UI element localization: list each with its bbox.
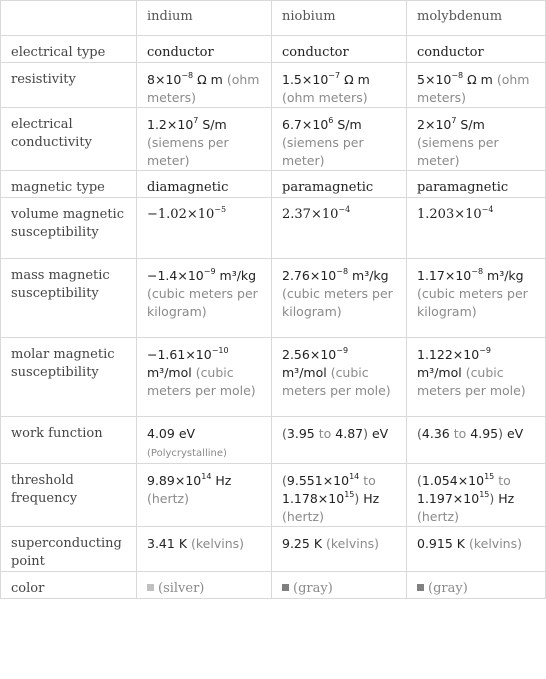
row-label: mass magnetic susceptibility: [1, 259, 137, 338]
row-label: electrical type: [1, 36, 137, 63]
cell-molybdenum: (gray): [407, 572, 546, 599]
cell-indium: 3.41 K (kelvins): [137, 527, 272, 572]
cell-niobium: paramagnetic: [272, 171, 407, 198]
cell-niobium: $1.5\times 10^{-7}$ Ω m (ohm meters): [272, 63, 407, 108]
row-label: color: [1, 572, 137, 599]
header-indium: indium: [137, 1, 272, 36]
cell-molybdenum: (4.36 to 4.95) eV: [407, 417, 546, 464]
cell-indium: $8\times 10^{-8}$ Ω m (ohm meters): [137, 63, 272, 108]
cell-indium: $1.2\times 10^7$ S/m (siemens per meter): [137, 108, 272, 171]
cell-niobium: $2.56\times 10^{-9}$ m³/mol (cubic meters per mole): [272, 338, 407, 417]
row-work-function: [1, 417, 546, 464]
cell-molybdenum: 0.915 K (kelvins): [407, 527, 546, 572]
row-electrical-type: [1, 36, 546, 63]
cell-niobium: ($9.551\times 10^{14}$ to $1.178\times 10^{15}$) Hz (hertz): [272, 464, 407, 527]
color-swatch: [147, 584, 154, 591]
header-corner: [1, 1, 137, 36]
cell-molybdenum: $2\times 10^7$ S/m (siemens per meter): [407, 108, 546, 171]
cell-molybdenum: conductor: [407, 36, 546, 63]
header-molybdenum: molybdenum: [407, 1, 546, 36]
cell-indium: 4.09 eV (Polycrystalline): [137, 417, 272, 464]
row-label: molar magnetic susceptibility: [1, 338, 137, 417]
row-volume-magnetic-susceptibility: [1, 198, 546, 259]
cell-molybdenum: $5\times 10^{-8}$ Ω m (ohm meters): [407, 63, 546, 108]
color-swatch: [282, 584, 289, 591]
row-label: volume magnetic susceptibility: [1, 198, 137, 259]
row-label: threshold frequency: [1, 464, 137, 527]
row-label: resistivity: [1, 63, 137, 108]
cell-indium: diamagnetic: [137, 171, 272, 198]
cell-indium: conductor: [137, 36, 272, 63]
cell-indium: $-1.4\times 10^{-9}$ m³/kg (cubic meters per kilogram): [137, 259, 272, 338]
cell-niobium: $2.76\times 10^{-8}$ m³/kg (cubic meters per kilogram): [272, 259, 407, 338]
row-resistivity: [1, 63, 546, 108]
row-label: work function: [1, 417, 137, 464]
cell-indium: (silver): [137, 572, 272, 599]
cell-indium: $-1.02\times 10^{-5}$: [137, 198, 272, 259]
cell-molybdenum: $1.122\times 10^{-9}$ m³/mol (cubic meters per mole): [407, 338, 546, 417]
row-threshold-frequency: [1, 464, 546, 527]
row-mass-magnetic-susceptibility: [1, 259, 546, 338]
cell-indium: $9.89\times 10^{14}$ Hz (hertz): [137, 464, 272, 527]
row-label: magnetic type: [1, 171, 137, 198]
row-label: superconducting point: [1, 527, 137, 572]
cell-molybdenum: paramagnetic: [407, 171, 546, 198]
cell-niobium: 9.25 K (kelvins): [272, 527, 407, 572]
cell-niobium: (gray): [272, 572, 407, 599]
cell-niobium: $6.7\times 10^6$ S/m (siemens per meter): [272, 108, 407, 171]
cell-molybdenum: ($1.054\times 10^{15}$ to $1.197\times 10^{15}$) Hz (hertz): [407, 464, 546, 527]
row-molar-magnetic-susceptibility: [1, 338, 546, 417]
row-label: electrical conductivity: [1, 108, 137, 171]
row-magnetic-type: [1, 171, 546, 198]
header-row: [1, 1, 546, 36]
cell-niobium: (3.95 to 4.87) eV: [272, 417, 407, 464]
row-electrical-conductivity: [1, 108, 546, 171]
row-superconducting-point: [1, 527, 546, 572]
cell-niobium: conductor: [272, 36, 407, 63]
header-niobium: niobium: [272, 1, 407, 36]
cell-indium: $-1.61\times 10^{-10}$ m³/mol (cubic meters per mole): [137, 338, 272, 417]
cell-niobium: $2.37\times 10^{-4}$: [272, 198, 407, 259]
cell-molybdenum: $1.203\times 10^{-4}$: [407, 198, 546, 259]
cell-molybdenum: $1.17\times 10^{-8}$ m³/kg (cubic meters per kilogram): [407, 259, 546, 338]
color-swatch: [417, 584, 424, 591]
row-color: [1, 572, 546, 599]
